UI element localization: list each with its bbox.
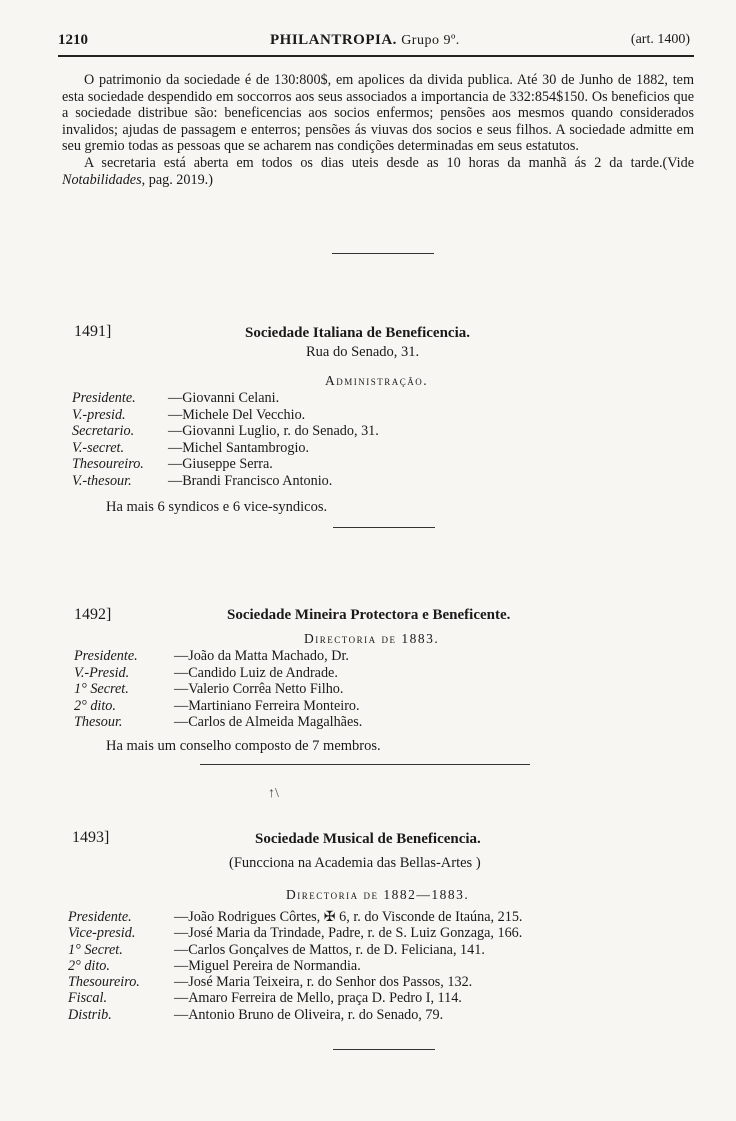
officer-name: —Candido Luiz de Andrade. [174,664,338,681]
officer-row [74,665,362,682]
officer-row [72,407,379,424]
header-rule [58,55,694,57]
officer-name: —Miguel Pereira de Normandia. [174,957,361,974]
officer-name: —Antonio Bruno de Oliveira, r. do Senado, 79. [174,1006,444,1023]
officer-row [68,909,522,925]
officer-name: —Giuseppe Serra. [168,456,273,472]
running-header [58,32,690,54]
section-title: Sociedade Musical de Beneficencia. [255,831,481,847]
officer-name: —Michel Santambrogio. [168,439,310,456]
officer-role: Fiscal. [68,990,108,1007]
officer-row [72,390,379,407]
section-divider [200,764,530,765]
officer-row [72,423,379,440]
officer-row [74,681,362,698]
officer-role: Presidente. [68,909,132,925]
officer-role: V.-thesour. [72,472,132,489]
officer-role: Vice-presid. [68,925,136,942]
officer-role: 2° dito. [68,957,110,974]
officer-list [68,909,522,1023]
officer-name: —Martiniano Ferreira Monteiro. [174,697,360,714]
officer-role: V.-presid. [72,406,126,423]
officer-row [74,648,362,665]
officer-row [68,974,522,990]
officer-row [72,440,379,457]
officer-row [68,925,522,941]
officer-list [74,648,362,731]
section-number: 1492] [74,606,112,623]
notabilidades-ref: Notabilidades [62,171,142,188]
officer-role: Thesour. [74,714,123,730]
section-number: 1491] [74,323,112,340]
officer-role: Distrib. [68,1006,112,1023]
section-divider [333,527,435,528]
page-title-text: PHILANTROPIA. [270,32,397,48]
officer-name: —Giovanni Luglio, r. do Senado, 31. [168,423,379,439]
board-heading: Directoria de 1882—1883. [286,887,470,902]
officer-role: V.-secret. [72,439,125,456]
intro-paragraph-2-end: , pag. 2019.) [141,171,213,188]
officer-name: —Carlos Gonçalves de Mattos, r. de D. Feliciana, 141. [174,941,485,958]
officer-role: Thesoureiro. [68,974,140,991]
officer-role: 1° Secret. [74,681,129,697]
officer-row [68,990,522,1006]
officer-name: —José Maria Teixeira, r. do Senhor dos Passos, 132. [174,974,473,991]
officer-name: —Carlos de Almeida Magalhães. [174,714,363,730]
officer-role: Presidente. [74,648,138,664]
stray-mark: ↑\ [268,786,279,801]
section-title: Sociedade Italiana de Beneficencia. [245,325,470,341]
section-note: Ha mais 6 syndicos e 6 vice-syndicos. [106,499,328,515]
intro-paragraph-2 [62,155,694,188]
officer-name: —José Maria da Trindade, Padre, r. de S. Luiz Gonzaga, 166. [174,925,523,942]
officer-role: 2° dito. [74,697,116,714]
officer-role: 1° Secret. [68,941,123,958]
section-title: Sociedade Mineira Protectora e Beneficente. [227,607,511,623]
section-subtitle: (Funcciona na Academia das Bellas-Artes ) [229,855,481,871]
officer-row [72,473,379,490]
board-heading: Directoria de 1883. [304,631,440,646]
officer-name: —Brandi Francisco Antonio. [168,472,333,489]
section-number: 1493] [72,829,110,846]
board-heading: Administração. [325,373,429,388]
group-label: Grupo 9º. [401,33,460,48]
section-divider [333,1049,435,1050]
section-address: Rua do Senado, 31. [306,344,420,360]
officer-name: —Michele Del Vecchio. [168,406,306,423]
page-number: 1210 [58,32,88,48]
officer-role: Presidente. [72,390,136,406]
intro-paragraph-1: O patrimonio da sociedade é de 130:800$, em apolices da divida publica. Até 30 de Junho de 1882, tem esta sociedade despendido em soccorros aos seus associados a importancia de 332:854$150. Os beneficios que a sociedade distribue são: beneficencias aos socios enfermos; pensões aos mesmos quando considerados invalidos; ajudas de passagem e enterros; pensões ás viuvas dos socios e seus filhos. A sociedade admitte em seu gremio todas as pessoas que se acharem nas condições determinadas em seus estatutos. [62,72,694,155]
intro-text [62,72,694,188]
officer-row [68,958,522,974]
intro-paragraph-2-start: A secretaria está aberta em todos os dias uteis desde as 10 horas da manhã ás 2 da tarde.(Vide [84,154,694,171]
officer-name: —João da Matta Machado, Dr. [174,648,349,664]
officer-role: Secretario. [72,423,135,439]
officer-row [68,942,522,958]
officer-name: —Valerio Corrêa Netto Filho. [174,681,344,697]
officer-row [72,456,379,473]
officer-name: —João Rodrigues Côrtes, ✠ 6, r. do Visconde de Itaúna, 215. [174,909,523,925]
officer-role: V.-Presid. [74,664,130,681]
page-title [270,32,460,49]
section-divider [332,253,434,254]
officer-row [74,698,362,715]
officer-role: Thesoureiro. [72,456,144,472]
officer-row [68,1007,522,1023]
officer-name: —Giovanni Celani. [168,390,280,406]
officer-row [74,714,362,731]
officer-name: —Amaro Ferreira de Mello, praça D. Pedro I, 114. [174,990,462,1007]
section-note: Ha mais um conselho composto de 7 membros. [106,738,381,754]
officer-list [72,390,379,489]
article-ref: (art. 1400) [630,32,690,47]
